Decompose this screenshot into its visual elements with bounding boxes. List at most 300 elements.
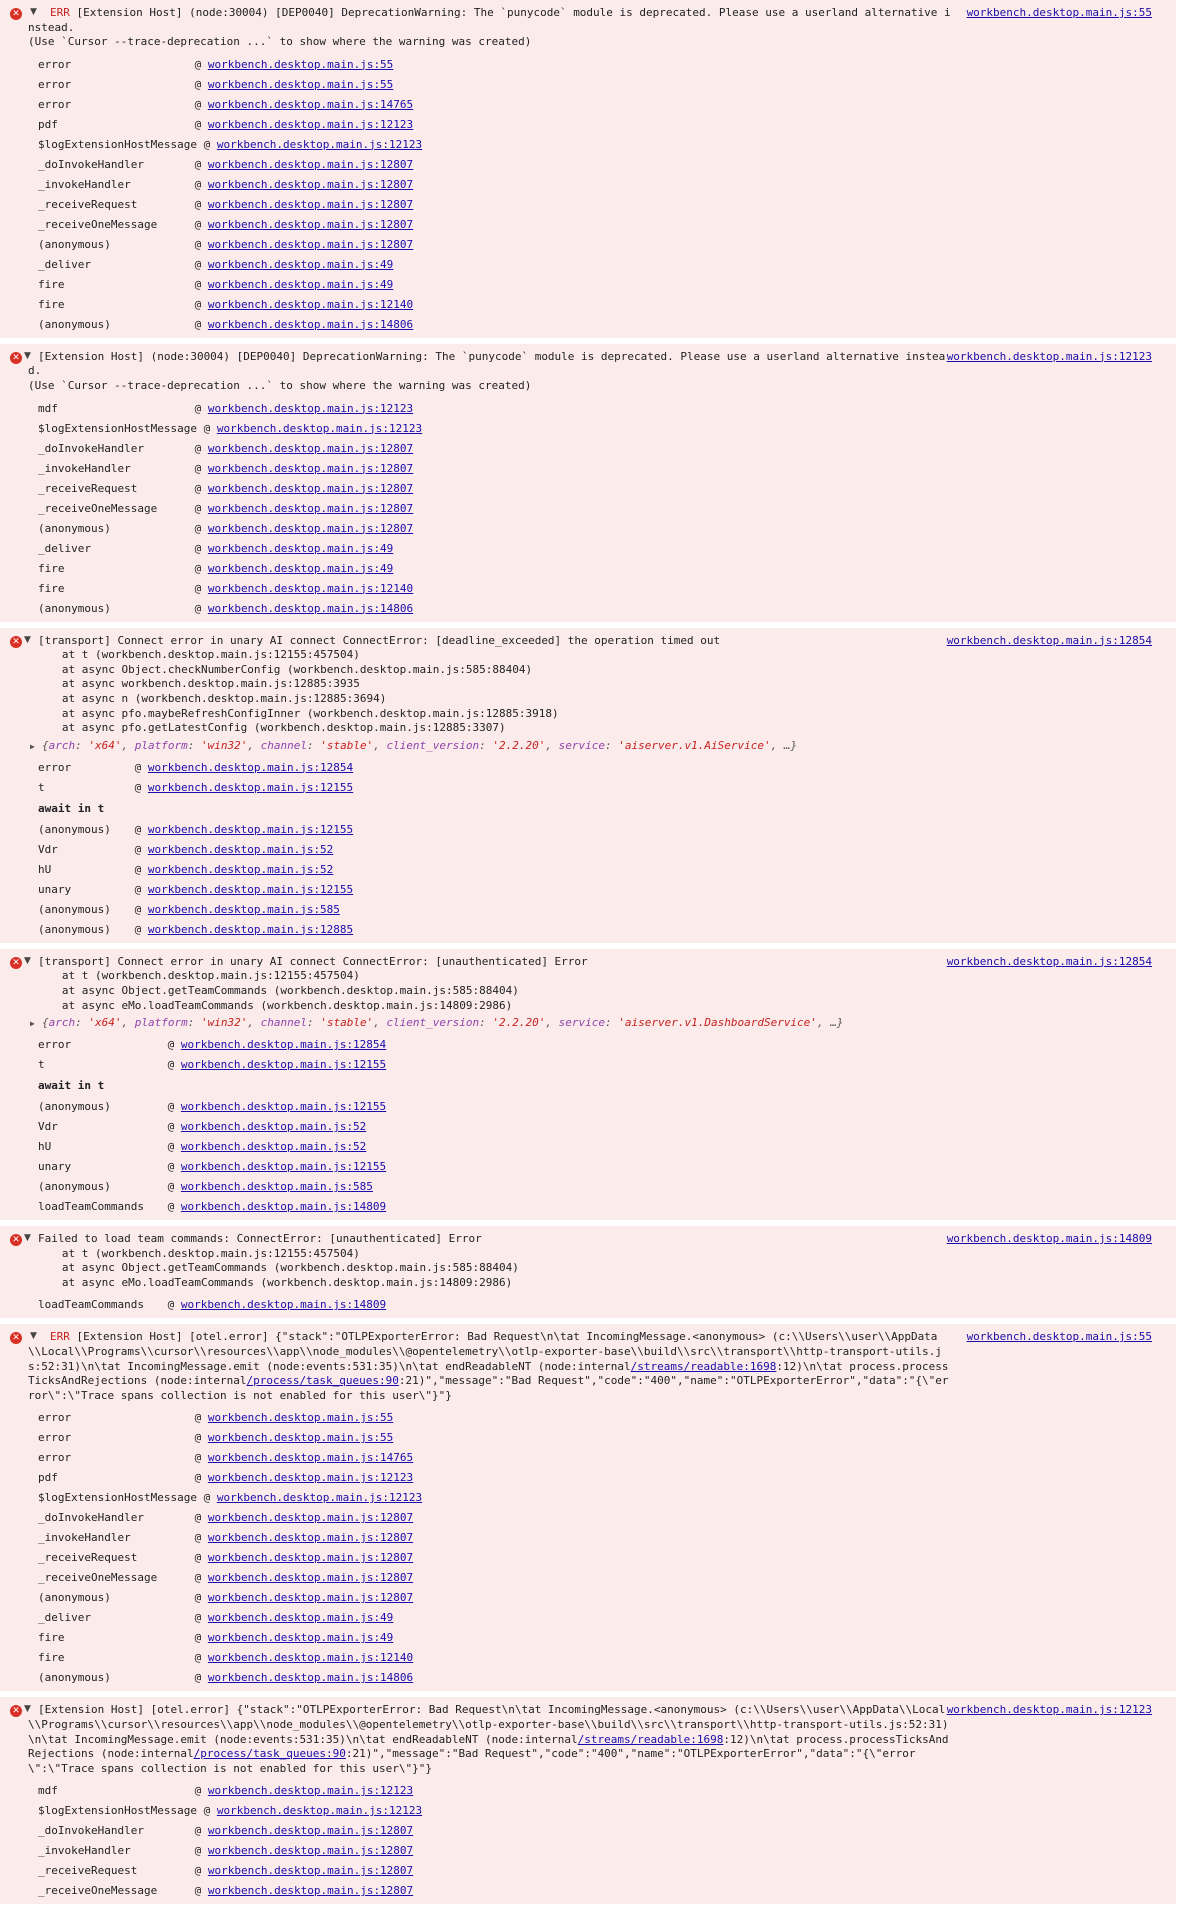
stack-frame xyxy=(28,840,1152,860)
frame-source-link[interactable]: workbench.desktop.main.js:12140 xyxy=(207,297,414,311)
frame-source-link[interactable]: workbench.desktop.main.js:14809 xyxy=(180,1200,387,1214)
call-stack xyxy=(28,758,1152,940)
frame-function: mdf xyxy=(38,401,58,415)
stack-frame xyxy=(28,579,1152,599)
frame-source-link[interactable]: workbench.desktop.main.js:14765 xyxy=(207,1451,414,1465)
frame-at: @ xyxy=(128,822,148,836)
frame-at: @ xyxy=(128,902,148,916)
stack-frame xyxy=(28,1295,1152,1315)
frame-at: @ xyxy=(161,1120,181,1134)
frame-source-link[interactable]: workbench.desktop.main.js:12807 xyxy=(207,1824,414,1838)
frame-function: _doInvokeHandler xyxy=(38,1511,144,1525)
stack-frame xyxy=(28,459,1152,479)
stack-frame xyxy=(28,820,1152,840)
frame-function: fire xyxy=(38,1651,65,1665)
frame-source-link[interactable]: workbench.desktop.main.js:12807 xyxy=(207,157,414,171)
source-link[interactable]: workbench.desktop.main.js:55 xyxy=(966,6,1152,19)
call-stack xyxy=(28,1035,1152,1217)
await-separator: await in t xyxy=(38,801,105,815)
expand-object-icon[interactable]: ▶ xyxy=(30,1019,35,1029)
stack-frame xyxy=(28,539,1152,559)
source-link[interactable]: workbench.desktop.main.js:12123 xyxy=(946,349,1152,363)
frame-at: @ xyxy=(161,1200,181,1214)
expand-toggle-icon[interactable]: ▼ xyxy=(30,1331,37,1342)
stack-line-text: ) xyxy=(512,983,519,997)
frame-source-link[interactable]: workbench.desktop.main.js:14809 xyxy=(180,1298,387,1312)
stack-line-text: at async n ( xyxy=(42,691,142,705)
stack-frame xyxy=(28,55,1152,75)
error-icon: ✕ xyxy=(10,636,22,648)
frame-at: @ xyxy=(128,780,148,794)
stack-line-text: ) xyxy=(505,1275,513,1289)
stack-frame xyxy=(28,880,1152,900)
error-prefix: ERR xyxy=(50,6,70,19)
object-value: '2.2.20' xyxy=(492,1016,546,1030)
frame-function: mdf xyxy=(38,1784,58,1798)
stack-line-text: at t ( xyxy=(42,648,102,662)
frame-at: @ xyxy=(188,257,208,271)
frame-function: hU xyxy=(38,862,52,876)
frame-source-link[interactable]: workbench.desktop.main.js:12807 xyxy=(207,1591,414,1605)
frame-function: (anonymous) xyxy=(38,1100,111,1114)
frame-source-link[interactable]: workbench.desktop.main.js:12140 xyxy=(207,1651,414,1665)
stack-line-text: at async Object.checkNumberConfig ( xyxy=(42,662,294,676)
stack-frame xyxy=(28,95,1152,115)
stack-frame xyxy=(28,499,1152,519)
stack-line xyxy=(42,1261,1152,1276)
frame-source-link[interactable]: workbench.desktop.main.js:12155 xyxy=(180,1058,387,1072)
frame-at: @ xyxy=(128,862,148,876)
stack-line-text: at async eMo.loadTeamCommands ( xyxy=(42,1275,268,1289)
stack-line xyxy=(42,969,1152,984)
frame-source-link[interactable]: workbench.desktop.main.js:585 xyxy=(180,1180,373,1194)
frame-source-link[interactable]: workbench.desktop.main.js:12123 xyxy=(207,1471,414,1485)
frame-function: (anonymous) xyxy=(38,922,111,936)
frame-at: @ xyxy=(196,421,217,435)
frame-source-link[interactable]: workbench.desktop.main.js:12123 xyxy=(207,401,414,415)
frame-function: _deliver xyxy=(38,257,91,271)
stack-frame xyxy=(28,155,1152,175)
frame-source-link[interactable]: workbench.desktop.main.js:585 xyxy=(147,902,340,916)
call-stack xyxy=(28,1408,1152,1688)
stack-frame xyxy=(28,235,1152,255)
call-stack xyxy=(28,55,1152,335)
expand-toggle-icon[interactable]: ▼ xyxy=(24,1704,31,1715)
stack-line-link[interactable]: workbench.desktop.main.js:12885:3307 xyxy=(260,721,499,735)
frame-source-link[interactable]: workbench.desktop.main.js:12807 xyxy=(207,521,414,535)
stack-frame xyxy=(28,419,1152,439)
frame-function: $logExtensionHostMessage xyxy=(38,1804,197,1818)
stack-frame xyxy=(28,519,1152,539)
frame-source-link[interactable]: workbench.desktop.main.js:14806 xyxy=(207,601,414,615)
stack-line-link[interactable]: workbench.desktop.main.js:14809:2986 xyxy=(267,1275,506,1289)
frame-function: _deliver xyxy=(38,1611,91,1625)
console-error-entry xyxy=(0,628,1176,949)
object-key: arch xyxy=(48,738,76,752)
console-error-entry xyxy=(0,344,1176,628)
expand-toggle-icon[interactable]: ▼ xyxy=(24,955,31,966)
frame-source-link[interactable]: workbench.desktop.main.js:12140 xyxy=(207,581,414,595)
expand-toggle-icon[interactable]: ▼ xyxy=(24,634,31,645)
frame-function: Vdr xyxy=(38,842,58,856)
frame-at: @ xyxy=(188,1884,208,1898)
stack-frame xyxy=(28,900,1152,920)
source-link[interactable]: workbench.desktop.main.js:12854 xyxy=(946,954,1152,968)
frame-at: @ xyxy=(128,842,148,856)
stack-frame xyxy=(28,1097,1152,1117)
frame-function: _invokeHandler xyxy=(38,1531,131,1545)
stack-frame xyxy=(28,1408,1152,1428)
frame-source-link[interactable]: workbench.desktop.main.js:49 xyxy=(207,561,394,575)
frame-at: @ xyxy=(188,1451,208,1465)
object-key: client_version xyxy=(386,738,480,752)
frame-source-link[interactable]: workbench.desktop.main.js:12854 xyxy=(180,1038,387,1052)
stack-line-link[interactable]: workbench.desktop.main.js:585:88404 xyxy=(280,1261,513,1275)
frame-at: @ xyxy=(161,1100,181,1114)
stack-line xyxy=(42,677,1152,692)
stack-frame xyxy=(28,1117,1152,1137)
frame-function: pdf xyxy=(38,1471,58,1485)
stack-frame xyxy=(28,275,1152,295)
frame-at: @ xyxy=(188,1651,208,1665)
frame-function: fire xyxy=(38,277,65,291)
stack-trace xyxy=(28,648,1152,736)
frame-source-link[interactable]: workbench.desktop.main.js:12123 xyxy=(216,1491,423,1505)
frame-source-link[interactable]: workbench.desktop.main.js:12123 xyxy=(216,137,423,151)
frame-source-link[interactable]: workbench.desktop.main.js:12123 xyxy=(216,1804,423,1818)
stack-trace xyxy=(28,1247,1152,1291)
stack-line xyxy=(42,648,1152,663)
console-error-entry xyxy=(0,1697,1176,1910)
call-stack xyxy=(28,1781,1152,1901)
object-key: platform xyxy=(134,738,188,752)
frame-source-link[interactable]: workbench.desktop.main.js:12807 xyxy=(207,481,414,495)
stack-line-link[interactable]: workbench.desktop.main.js:14809:2986 xyxy=(267,998,506,1012)
source-link[interactable]: workbench.desktop.main.js:14809 xyxy=(946,1232,1152,1246)
frame-source-link[interactable]: workbench.desktop.main.js:14806 xyxy=(207,1671,414,1685)
stack-frame xyxy=(28,175,1152,195)
frame-function: $logExtensionHostMessage xyxy=(38,421,197,435)
expand-object-icon[interactable]: ▶ xyxy=(30,741,35,751)
stack-frame xyxy=(28,1781,1152,1801)
message-text: [Extension Host] (node:30004) [DEP0040] DeprecationWarning: The `punycode` module is deprecated. Please use a userland alternative instead. (Use `Cursor --trace-deprecation ...` to show where the warning was created) xyxy=(28,349,946,392)
frame-source-link[interactable]: workbench.desktop.main.js:14765 xyxy=(207,97,414,111)
stack-line-link[interactable]: workbench.desktop.main.js:12155:457504 xyxy=(101,969,354,983)
stack-frame xyxy=(28,1157,1152,1177)
frame-source-link[interactable]: workbench.desktop.main.js:49 xyxy=(207,257,394,271)
frame-function: (anonymous) xyxy=(38,237,111,251)
frame-source-link[interactable]: workbench.desktop.main.js:12807 xyxy=(207,1844,414,1858)
object-value: 'aiserver.v1.DashboardService' xyxy=(618,1016,817,1030)
frame-source-link[interactable]: workbench.desktop.main.js:12807 xyxy=(207,501,414,515)
stack-frame xyxy=(28,1468,1152,1488)
message-text: [Extension Host] (node:30004) [DEP0040] DeprecationWarning: The `punycode` module is deprecated. Please use a userland alternative instead. (Use `Cursor --trace-deprecation ...` to show where the warning was created) xyxy=(28,6,951,49)
frame-function: loadTeamCommands xyxy=(38,1298,144,1312)
object-preview[interactable]: ▶ {arch: 'x64', platform: 'win32', channel: 'stable', client_version: '2.2.20', service: 'aiserver.v1.AiService', …} xyxy=(30,738,798,752)
call-stack xyxy=(28,1295,1152,1315)
error-icon: ✕ xyxy=(10,1705,22,1717)
stack-line xyxy=(42,1247,1152,1262)
error-icon: ✕ xyxy=(10,352,22,364)
error-icon: ✕ xyxy=(10,8,22,20)
frame-at: @ xyxy=(196,137,217,151)
frame-function: unary xyxy=(38,1160,72,1174)
call-stack xyxy=(28,399,1152,619)
frame-at: @ xyxy=(188,1824,208,1838)
frame-source-link[interactable]: workbench.desktop.main.js:12123 xyxy=(207,117,414,131)
console-error-entry xyxy=(0,1324,1176,1697)
frame-function: (anonymous) xyxy=(38,1671,111,1685)
stack-line-text: at async Object.getTeamCommands ( xyxy=(42,983,281,997)
object-value: 'win32' xyxy=(200,738,248,752)
frame-at: @ xyxy=(188,1671,208,1685)
stack-line-text: at async eMo.loadTeamCommands ( xyxy=(42,998,268,1012)
frame-at: @ xyxy=(188,317,208,331)
frame-source-link[interactable]: workbench.desktop.main.js:55 xyxy=(207,77,394,91)
stack-frame xyxy=(28,1668,1152,1688)
frame-source-link[interactable]: workbench.desktop.main.js:55 xyxy=(207,57,394,71)
frame-function: (anonymous) xyxy=(38,822,111,836)
frame-at: @ xyxy=(161,1140,181,1154)
frame-source-link[interactable]: workbench.desktop.main.js:12807 xyxy=(207,461,414,475)
object-value: '2.2.20' xyxy=(492,738,546,752)
stack-line-link[interactable]: workbench.desktop.main.js:12885:3918 xyxy=(313,706,552,720)
stack-line-link[interactable]: workbench.desktop.main.js:12155:457504 xyxy=(101,648,354,662)
object-value: 'aiserver.v1.AiService' xyxy=(618,738,771,752)
frame-at: @ xyxy=(128,922,148,936)
stack-line-link[interactable]: workbench.desktop.main.js:12155:457504 xyxy=(101,1246,354,1260)
stack-frame xyxy=(28,920,1152,940)
stack-frame xyxy=(28,1548,1152,1568)
message-link[interactable]: /streams/readable:1698 xyxy=(577,1732,724,1746)
frame-at: @ xyxy=(188,1511,208,1525)
frame-source-link[interactable]: workbench.desktop.main.js:12807 xyxy=(207,197,414,211)
stack-frame xyxy=(28,315,1152,335)
frame-at: @ xyxy=(188,601,208,615)
stack-line-link[interactable]: workbench.desktop.main.js:12885:3935 xyxy=(121,677,360,691)
frame-source-link[interactable]: workbench.desktop.main.js:12807 xyxy=(207,217,414,231)
frame-at: @ xyxy=(188,561,208,575)
frame-source-link[interactable]: workbench.desktop.main.js:14806 xyxy=(207,317,414,331)
frame-source-link[interactable]: workbench.desktop.main.js:12123 xyxy=(207,1784,414,1798)
message-text: [Extension Host] [otel.error] {"stack":"OTLPExporterError: Bad Request\n\tat IncomingMessage.<anonymous> (c:\\Users\\user\\AppData\\Local\\Programs\\cursor\\resources\\app\\node_modules\\@opentelemetry\\otlp-exporter-base\\build\\src\\transport\\http-transport-utils.js:52:31)\n\tat IncomingMessage.emit (node:events:531:35)\n\tat endReadableNT (node:internal xyxy=(28,1703,949,1746)
frame-function: (anonymous) xyxy=(38,1591,111,1605)
frame-at: @ xyxy=(188,1471,208,1485)
frame-function: _invokeHandler xyxy=(38,1844,131,1858)
frame-source-link[interactable]: workbench.desktop.main.js:12155 xyxy=(180,1160,387,1174)
frame-source-link[interactable]: workbench.desktop.main.js:12155 xyxy=(147,882,354,896)
stack-frame xyxy=(28,1197,1152,1217)
stack-frame xyxy=(28,1035,1152,1055)
frame-function: _receiveOneMessage xyxy=(38,1571,158,1585)
stack-line-link[interactable]: workbench.desktop.main.js:12885:3694 xyxy=(141,691,380,705)
frame-source-link[interactable]: workbench.desktop.main.js:12155 xyxy=(147,780,354,794)
frame-source-link[interactable]: workbench.desktop.main.js:55 xyxy=(207,1411,394,1425)
stack-line-text: at async pfo.getLatestConfig ( xyxy=(42,721,261,735)
object-key: channel xyxy=(260,738,307,752)
source-link[interactable]: workbench.desktop.main.js:55 xyxy=(966,1330,1152,1344)
frame-function: (anonymous) xyxy=(38,601,111,615)
object-key: channel xyxy=(260,1016,307,1030)
await-separator: await in t xyxy=(38,1079,105,1093)
frame-at: @ xyxy=(188,1551,208,1565)
stack-line-text: at async pfo.maybeRefreshConfigInner ( xyxy=(42,706,314,720)
frame-source-link[interactable]: workbench.desktop.main.js:49 xyxy=(207,1631,394,1645)
stack-line-text: ) xyxy=(551,706,559,720)
frame-source-link[interactable]: workbench.desktop.main.js:49 xyxy=(207,277,394,291)
stack-line xyxy=(42,663,1152,678)
stack-frame xyxy=(28,255,1152,275)
message-link[interactable]: /process/task_queues:90 xyxy=(193,1747,346,1761)
frame-function: fire xyxy=(38,297,65,311)
frame-source-link[interactable]: workbench.desktop.main.js:55 xyxy=(207,1431,394,1445)
frame-at: @ xyxy=(188,1844,208,1858)
stack-frame xyxy=(28,1528,1152,1548)
frame-function: _doInvokeHandler xyxy=(38,441,144,455)
frame-function: _deliver xyxy=(38,541,91,555)
frame-source-link[interactable]: workbench.desktop.main.js:52 xyxy=(180,1120,367,1134)
object-key: client_version xyxy=(386,1016,480,1030)
source-link[interactable]: workbench.desktop.main.js:12854 xyxy=(946,633,1152,647)
stack-frame xyxy=(28,1628,1152,1648)
expand-toggle-icon[interactable]: ▼ xyxy=(24,1233,31,1244)
message-text: :21)","message":"Bad Request","code":"400","name":"OTLPExporterError","data":"{\"error\":\"Trace spans collection is not enabled for this user\"}"} xyxy=(28,1374,949,1402)
frame-at: @ xyxy=(188,1431,208,1445)
stack-line-link[interactable]: workbench.desktop.main.js:585:88404 xyxy=(280,983,513,997)
stack-frame xyxy=(28,1448,1152,1468)
frame-at: @ xyxy=(188,217,208,231)
object-value: 'stable' xyxy=(320,1016,374,1030)
stack-frame xyxy=(28,559,1152,579)
stack-line-text: ) xyxy=(525,662,533,676)
frame-at: @ xyxy=(188,1571,208,1585)
frame-source-link[interactable]: workbench.desktop.main.js:12807 xyxy=(207,237,414,251)
frame-function: _receiveOneMessage xyxy=(38,501,158,515)
frame-source-link[interactable]: workbench.desktop.main.js:12807 xyxy=(207,441,414,455)
stack-trace xyxy=(28,969,1152,1013)
frame-function: error xyxy=(38,1411,72,1425)
frame-source-link[interactable]: workbench.desktop.main.js:12155 xyxy=(180,1100,387,1114)
frame-source-link[interactable]: workbench.desktop.main.js:12807 xyxy=(207,1864,414,1878)
message-link[interactable]: /streams/readable:1698 xyxy=(630,1359,777,1373)
frame-source-link[interactable]: workbench.desktop.main.js:49 xyxy=(207,1611,394,1625)
frame-function: _receiveOneMessage xyxy=(38,217,158,231)
frame-function: error xyxy=(38,760,72,774)
frame-source-link[interactable]: workbench.desktop.main.js:12807 xyxy=(207,177,414,191)
frame-source-link[interactable]: workbench.desktop.main.js:12807 xyxy=(207,1571,414,1585)
frame-function: $logExtensionHostMessage xyxy=(38,1491,197,1505)
frame-source-link[interactable]: workbench.desktop.main.js:12807 xyxy=(207,1551,414,1565)
frame-source-link[interactable]: workbench.desktop.main.js:52 xyxy=(180,1140,367,1154)
frame-function: error xyxy=(38,97,72,111)
object-key: service xyxy=(558,738,605,752)
frame-at: @ xyxy=(188,117,208,131)
message-text: [Extension Host] [otel.error] {"stack":"OTLPExporterError: Bad Request\n\tat IncomingMessage.<anonymous> (c:\\Users\\user\\AppData\\Local\\Programs\\cursor\\resources\\app\\node_modules\\@opentelemetry\\otlp-exporter-base\\build\\src\\transport\\http-transport-utils.js:52:31)\n\tat IncomingMessage.emit (node:events:531:35)\n\tat endReadableNT (node:internal xyxy=(28,1330,942,1373)
stack-line-text: ) xyxy=(379,691,387,705)
frame-function: (anonymous) xyxy=(38,521,111,535)
message-text: Failed to load team commands: ConnectError: [unauthenticated] Error xyxy=(38,1232,482,1246)
frame-at: @ xyxy=(188,237,208,251)
frame-function: hU xyxy=(38,1140,52,1154)
frame-at: @ xyxy=(188,1611,208,1625)
stack-line xyxy=(42,707,1152,722)
stack-frame xyxy=(28,135,1152,155)
frame-function: Vdr xyxy=(38,1120,58,1134)
frame-at: @ xyxy=(188,97,208,111)
error-icon: ✕ xyxy=(10,957,22,969)
frame-source-link[interactable]: workbench.desktop.main.js:49 xyxy=(207,541,394,555)
frame-at: @ xyxy=(188,401,208,415)
stack-line xyxy=(42,1276,1152,1291)
stack-line-text: at async xyxy=(42,677,122,691)
frame-at: @ xyxy=(128,882,148,896)
message-text: [transport] Connect error in unary AI connect ConnectError: [deadline_exceeded] the operation timed out xyxy=(38,633,721,647)
stack-line-text: at async Object.getTeamCommands ( xyxy=(42,1261,281,1275)
source-link[interactable]: workbench.desktop.main.js:12123 xyxy=(946,1703,1152,1717)
object-preview[interactable]: ▶ {arch: 'x64', platform: 'win32', channel: 'stable', client_version: '2.2.20', service: 'aiserver.v1.DashboardService', …} xyxy=(30,1016,844,1030)
frame-at: @ xyxy=(161,1058,181,1072)
stack-frame xyxy=(28,399,1152,419)
stack-line xyxy=(42,721,1152,736)
frame-source-link[interactable]: workbench.desktop.main.js:52 xyxy=(147,862,334,876)
frame-at: @ xyxy=(161,1038,181,1052)
frame-function: fire xyxy=(38,1631,65,1645)
error-icon: ✕ xyxy=(10,1234,22,1246)
frame-source-link[interactable]: workbench.desktop.main.js:52 xyxy=(147,842,334,856)
frame-at: @ xyxy=(188,57,208,71)
stack-frame xyxy=(28,1488,1152,1508)
error-icon: ✕ xyxy=(10,1332,22,1344)
message-text: :12)\n\tat process.processTicksAndRejections (node:internal xyxy=(28,1359,949,1388)
stack-line-link[interactable]: workbench.desktop.main.js:585:88404 xyxy=(293,662,526,676)
frame-source-link[interactable]: workbench.desktop.main.js:12807 xyxy=(207,1531,414,1545)
frame-at: @ xyxy=(161,1180,181,1194)
frame-source-link[interactable]: workbench.desktop.main.js:12807 xyxy=(207,1511,414,1525)
stack-frame xyxy=(28,439,1152,459)
frame-source-link[interactable]: workbench.desktop.main.js:12854 xyxy=(147,760,354,774)
frame-function: error xyxy=(38,1451,72,1465)
frame-at: @ xyxy=(188,1411,208,1425)
frame-at: @ xyxy=(188,157,208,171)
frame-source-link[interactable]: workbench.desktop.main.js:12885 xyxy=(147,922,354,936)
object-key: arch xyxy=(48,1016,76,1030)
frame-at: @ xyxy=(188,521,208,535)
frame-function: _doInvokeHandler xyxy=(38,1824,144,1838)
frame-function: $logExtensionHostMessage xyxy=(38,137,197,151)
frame-at: @ xyxy=(188,77,208,91)
stack-line-text: ) xyxy=(512,1261,519,1275)
frame-source-link[interactable]: workbench.desktop.main.js:12807 xyxy=(207,1884,414,1898)
stack-frame xyxy=(28,1588,1152,1608)
stack-frame xyxy=(28,1841,1152,1861)
stack-frame xyxy=(28,599,1152,619)
frame-source-link[interactable]: workbench.desktop.main.js:12155 xyxy=(147,822,354,836)
message-link[interactable]: /process/task_queues:90 xyxy=(246,1374,399,1388)
frame-source-link[interactable]: workbench.desktop.main.js:12123 xyxy=(216,421,423,435)
object-value: 'win32' xyxy=(200,1016,248,1030)
frame-function: _receiveRequest xyxy=(38,481,138,495)
frame-function: _receiveRequest xyxy=(38,1864,138,1878)
expand-toggle-icon[interactable]: ▼ xyxy=(30,7,37,17)
stack-frame xyxy=(28,115,1152,135)
error-prefix: ERR xyxy=(50,1330,70,1344)
frame-at: @ xyxy=(188,581,208,595)
object-value: 'x64' xyxy=(88,1016,122,1030)
frame-at: @ xyxy=(161,1160,181,1174)
frame-function: t xyxy=(38,1058,45,1072)
expand-toggle-icon[interactable]: ▼ xyxy=(24,350,31,361)
stack-line xyxy=(42,984,1152,999)
